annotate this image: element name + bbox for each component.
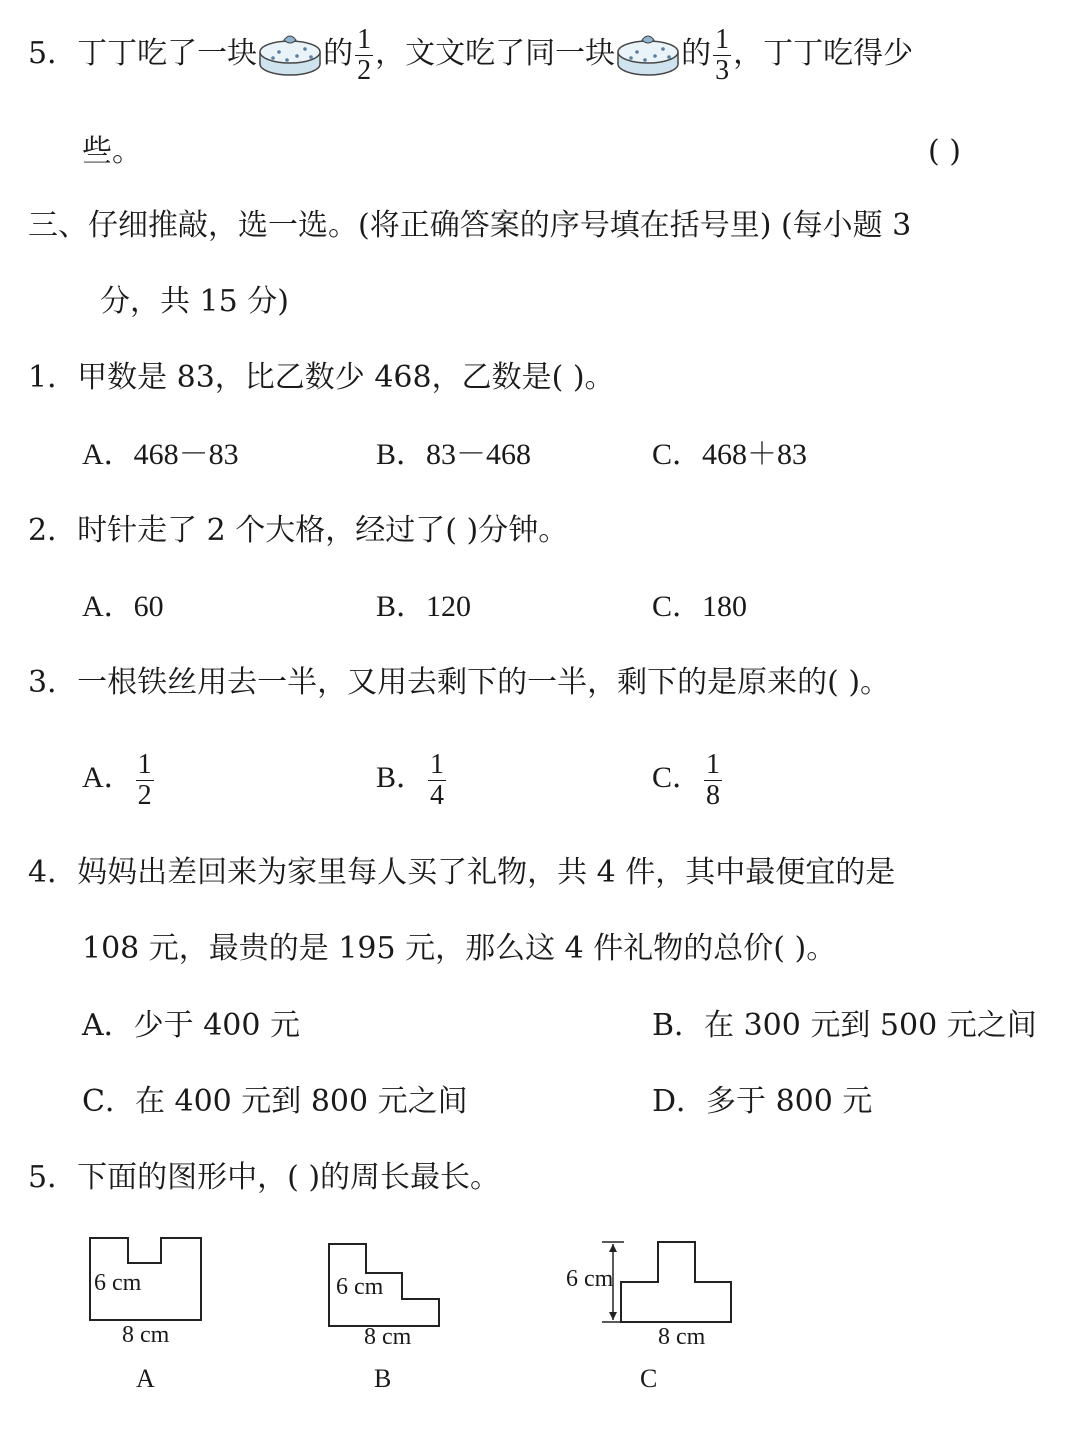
option-2b[interactable]: B．120 <box>376 590 472 623</box>
fraction: $\frac{1}{8}$ <box>706 748 721 811</box>
figure-c-shape[interactable] <box>598 1236 738 1336</box>
prev-question-5-cont: 些。 <box>82 134 142 169</box>
figure-b-letter: B <box>374 1364 392 1393</box>
option-4a[interactable]: A．少于 400 元 <box>82 1008 300 1043</box>
question-4: 4．妈妈出差回来为家里每人买了礼物，共 4 件，其中最便宜的是 <box>28 855 896 890</box>
figure-b-height-label: 6 cm <box>336 1274 384 1300</box>
figure-a-width-label: 8 cm <box>122 1322 170 1348</box>
question-4-cont: 108 元，最贵的是 195 元，那么这 4 件礼物的总价( )。 <box>82 931 837 966</box>
question-3: 3．一根铁丝用去一半，又用去剩下的一半，剩下的是原来的( )。 <box>28 665 891 700</box>
figure-a-letter: A <box>136 1364 155 1393</box>
figure-c-letter: C <box>640 1364 658 1393</box>
figure-a-height-label: 6 cm <box>94 1270 142 1296</box>
figure-c-height-label: 6 cm <box>566 1266 614 1292</box>
option-1a[interactable]: A．468－83 <box>82 438 239 471</box>
option-4c[interactable]: C．在 400 元到 800 元之间 <box>82 1084 468 1119</box>
answer-blank[interactable]: ( ) <box>928 134 961 169</box>
fraction: $\frac{1}{2}$ <box>137 748 152 811</box>
option-2c[interactable]: C．180 <box>652 590 748 623</box>
option-2a[interactable]: A．60 <box>82 590 164 623</box>
question-1: 1．甲数是 83，比乙数少 468，乙数是( )。 <box>28 360 615 395</box>
option-3a[interactable]: A． $\frac{1}{2}$ <box>82 748 152 811</box>
fraction: $\frac{1}{3}$ <box>715 23 730 86</box>
option-4b[interactable]: B．在 300 元到 500 元之间 <box>652 1008 1037 1043</box>
option-1b[interactable]: B．83－468 <box>376 438 532 471</box>
figure-b-width-label: 8 cm <box>364 1324 412 1350</box>
cake-icon <box>257 30 323 80</box>
option-3c[interactable]: C． $\frac{1}{8}$ <box>652 748 721 811</box>
cake-icon <box>615 30 681 80</box>
question-number: 5． <box>28 36 78 71</box>
option-3b[interactable]: B． $\frac{1}{4}$ <box>376 748 445 811</box>
section-heading-cont: 分，共 15 分) <box>100 284 289 319</box>
option-4d[interactable]: D．多于 800 元 <box>652 1084 873 1119</box>
prev-question-5: 5．丁丁吃了一块 的 $\frac{1}{2}$ ，文文吃了同一块 的 $\frac{1}{3}$ ，丁丁吃得少 <box>28 23 914 86</box>
fraction: $\frac{1}{4}$ <box>430 748 445 811</box>
question-2: 2．时针走了 2 个大格，经过了( )分钟。 <box>28 513 569 548</box>
figure-c-width-label: 8 cm <box>658 1324 706 1350</box>
option-1c[interactable]: C．468＋83 <box>652 438 808 471</box>
question-5: 5．下面的图形中，( )的周长最长。 <box>28 1160 501 1195</box>
fraction: $\frac{1}{2}$ <box>357 23 372 86</box>
section-heading: 三、仔细推敲，选一选。(将正确答案的序号填在括号里) (每小题 3 <box>28 208 912 243</box>
